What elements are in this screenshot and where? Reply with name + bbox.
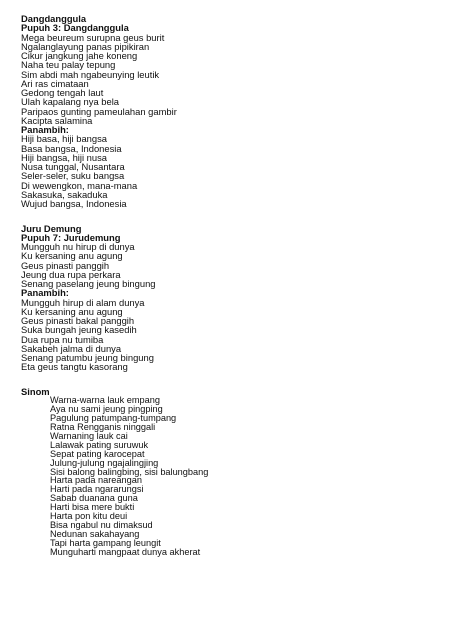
- panambih-line: Nusa tunggal, Nusantara: [21, 161, 125, 172]
- panambih-line: Sakasuka, sakaduka: [21, 188, 108, 200]
- verse-line: Gedong tengah laut: [21, 87, 104, 98]
- panambih-line: Di wewengkon, mana-mana: [21, 179, 138, 191]
- verse-line: Jeung dua rupa perkara: [21, 268, 121, 280]
- panambih-line: Senang patumbu jeung bingung: [21, 352, 154, 363]
- verse-line: Geus pinasti panggih: [21, 259, 110, 271]
- verse-line: Ulah kapalang nya bela: [21, 96, 119, 108]
- verse-line: Sisi balong balingbing, sisi balungbang: [50, 466, 209, 477]
- document-page: [21, 14, 461, 557]
- pupuh-heading: Pupuh 3: Dangdanggula: [21, 22, 129, 34]
- panambih-line: Wujud bangsa, Indonesia: [21, 198, 127, 209]
- verse-line: Harti bisa mere bukti: [50, 502, 135, 513]
- verse-line: Paripaos gunting pameulahan gambir: [21, 105, 177, 117]
- panambih-line: Seler-seler, suku bangsa: [21, 170, 125, 182]
- panambih-line: Ku kersaning anu agung: [21, 305, 123, 317]
- panambih-line: Geus pinasti bakal panggih: [21, 315, 135, 326]
- panambih-line: Basa bangsa, Indonesia: [21, 142, 122, 154]
- verse-line: Warna-warna lauk empang: [50, 395, 160, 405]
- panambih-label: Panambih:: [21, 287, 69, 299]
- verse-line: Sabab duanana guna: [50, 493, 138, 504]
- verse-line: Ari ras cimataan: [21, 77, 89, 89]
- verse-line: Cikur jangkung jahe koneng: [21, 50, 138, 61]
- section-spacer: [21, 372, 461, 381]
- verse-line: Kacipta salamina: [21, 114, 93, 126]
- verse-line: Senang paselang jeung bingung: [21, 278, 156, 289]
- verse-line: Ngalanglayung panas pipikiran: [21, 40, 150, 52]
- verse-line: Tapi harta gampang leungit: [50, 538, 161, 548]
- verse-line: Harti pada ngararungsi: [50, 484, 144, 495]
- pupuh-heading: Pupuh 7: Jurudemung: [21, 231, 121, 243]
- verse-line: Sim abdi mah ngabeunying leutik: [21, 68, 160, 80]
- section-title: Juru Demung: [21, 222, 82, 234]
- verse-line: Pagulung patumpang-tumpang: [50, 412, 177, 423]
- section-dangdanggula: [21, 14, 461, 208]
- verse-line: Aya nu sami jeung pingping: [50, 403, 163, 414]
- verse-line: Mega beureum surupna geus burit: [21, 31, 165, 43]
- verse-line: Ku kersaning anu agung: [21, 250, 123, 262]
- verse-line: Naha teu palay tepung: [21, 59, 116, 71]
- panambih-line: Suka bungah jeung kasedih: [21, 324, 137, 336]
- verse-line: Bisa ngabul nu dimaksud: [50, 520, 153, 531]
- panambih-label: Panambih:: [21, 124, 69, 135]
- panambih-line: Sakabeh jalma di dunya: [21, 342, 122, 354]
- verse-line: Warnaning lauk cai: [50, 430, 128, 441]
- verse-line: Lalawak pating suruwuk: [50, 439, 149, 450]
- panambih-line: Mungguh hirup di alam dunya: [21, 296, 145, 308]
- section-juru-demung: [21, 224, 461, 372]
- verse-line: Mungguh nu hirup di dunya: [21, 241, 135, 252]
- section-sinom: [21, 387, 461, 557]
- panambih-line: Hiji basa, hiji bangsa: [21, 133, 107, 145]
- section-spacer: [21, 208, 461, 217]
- section-title: Sinom: [21, 385, 50, 397]
- verse-line: Julung-julung ngajalingjing: [50, 457, 159, 468]
- verse-line: Munguharti mangpaat dunya akherat: [50, 546, 201, 557]
- verse-line: Ratna Rengganis ninggali: [50, 421, 156, 432]
- section-title: Dangdanggula: [21, 13, 87, 24]
- verse-line: Harta pada nareangan: [50, 475, 142, 486]
- verse-line: Sepat pating karocepat: [50, 448, 145, 459]
- panambih-line: Eta geus tangtu kasorang: [21, 361, 128, 373]
- panambih-line: Hiji bangsa, hiji nusa: [21, 151, 107, 163]
- verse-line: Harta pon kitu deui: [50, 511, 128, 522]
- verse-line: Nedunan sakahayang: [50, 529, 140, 540]
- panambih-line: Dua rupa nu tumiba: [21, 333, 104, 345]
